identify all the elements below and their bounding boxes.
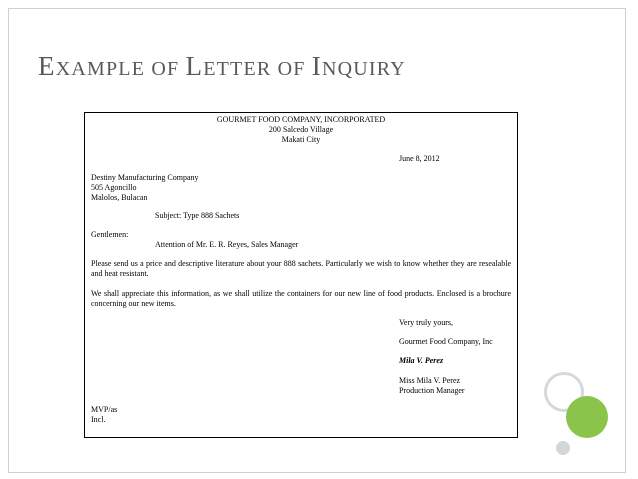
title-part: L [185, 51, 204, 81]
body-paragraph-2: We shall appreciate this information, as we shall utilize the containers for our new line of food products. Enclosed is a brochure concerning our new items. [91, 289, 511, 308]
title-part: ETTER OF [203, 58, 312, 80]
closing: Very truly yours, [399, 318, 453, 327]
salutation: Gentlemen: [91, 230, 129, 239]
letter-date: June 8, 2012 [399, 154, 440, 163]
letterhead-city: Makati City [281, 135, 321, 144]
enclosure-notation: Incl. [91, 415, 106, 424]
attention-line: Attention of Mr. E. R. Reyes, Sales Manager [155, 240, 299, 249]
recipient-city: Malolos, Bulacan [91, 193, 148, 202]
letterhead-company: GOURMET FOOD COMPANY, INCORPORATED [216, 115, 386, 124]
recipient-street: 505 Agoncillo [91, 183, 137, 192]
slide-title [38, 46, 406, 83]
title-part: I [311, 51, 322, 81]
subject-line: Subject: Type 888 Sachets [155, 211, 240, 220]
decorative-green-circle [566, 396, 608, 438]
signer-name: Miss Mila V. Perez [399, 376, 461, 385]
signer-title: Production Manager [399, 386, 465, 395]
letter-document [84, 112, 518, 438]
reference-initials: MVP/as [91, 405, 118, 414]
recipient-company: Destiny Manufacturing Company [91, 173, 199, 182]
decorative-small-circle [556, 441, 570, 455]
signature: Mila V. Perez [399, 356, 444, 365]
title-part: XAMPLE OF [55, 58, 186, 80]
closing-company: Gourmet Food Company, Inc [399, 337, 493, 346]
title-part: NQUIRY [321, 58, 406, 80]
letterhead-street: 200 Salcedo Village [268, 125, 334, 134]
title-part: E [38, 51, 56, 81]
body-paragraph-1: Please send us a price and descriptive literature about your 888 sachets. Particularly we wish to know whether they are resealable and heat resistant. [91, 259, 511, 278]
